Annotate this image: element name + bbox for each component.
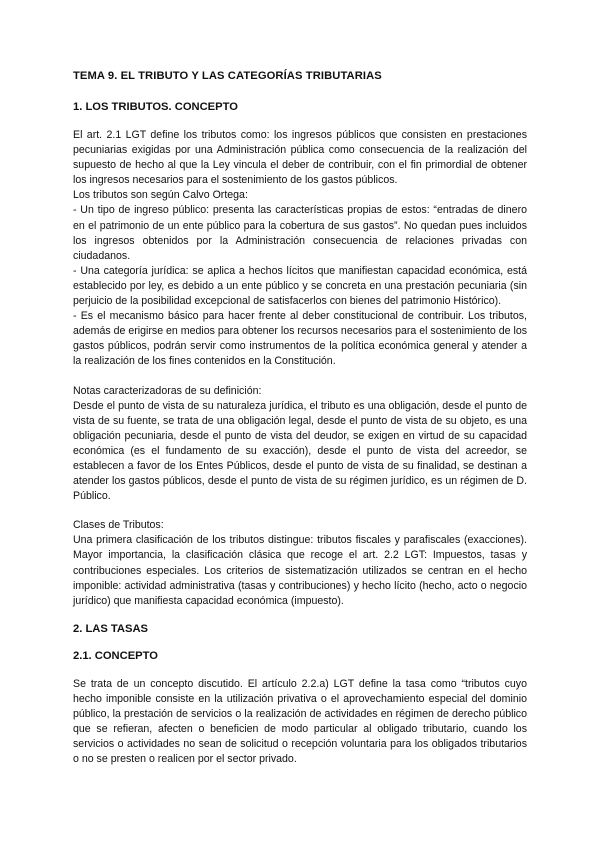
section-1-item-mecanismo-basico: - Es el mecanismo básico para hacer frente al deber constitucional de contribuir. Los tributos, además de erigirse en medios para obtener los recursos necesarios para el sostenimiento de los gastos públicos, podrán servir como instrumentos de la política económica general y atender a la realización de los fines contenidos en la Constitución. bbox=[73, 310, 528, 368]
section-1-heading: 1. LOS TRIBUTOS. CONCEPTO bbox=[73, 101, 238, 113]
notes-paragraph: Desde el punto de vista de su naturaleza jurídica, el tributo es una obligación, desde el punto de vista de su fuente, se trata de una obligación legal, desde el punto de vista de su objeto, es una obligación pecuniaria, desde el punto de vista del deudor, se exigen en virtud de su capacidad económica (es el fundamento de su exacción), desde el punto de vista del acreedor, se establecen a favor de los Entes Públicos, desde el punto de vista de su finalidad, se destinan a atender los gastos públicos, desde el punto de vista de su régimen jurídico, es un régimen de D. Público. bbox=[73, 399, 527, 503]
section-1-item-ingreso-publico: - Un tipo de ingreso público: presenta las características propias de estos: “entradas de dinero en el patrimonio de un ente público para la cobertura de sus gastos”. No quedan pues incluidos los ingresos obtenidos por la Administración consecuencia de relaciones privadas con ciudadanos. bbox=[73, 204, 527, 262]
section-2-1-paragraph: Se trata de un concepto discutido. El artículo 2.2.a) LGT define la tasa como “tributos cuyo hecho imponible consiste en la utilización privativa o el aprovechamiento especial del dominio público, la prestación de servicios o la realización de actividades en régimen de derecho público que se refieran, afecten o beneficien de modo particular al obligado tributario, cuando los servicios o actividades no sean de solicitud o recepción voluntaria para los obligados tributarios o no se presten o realicen por el sector privado. bbox=[73, 677, 527, 766]
classes-label: Clases de Tributos: bbox=[73, 519, 164, 532]
document-title: TEMA 9. EL TRIBUTO Y LAS CATEGORÍAS TRIBUTARIAS bbox=[73, 70, 382, 82]
notes-label: Notas caracterizadoras de su definición: bbox=[73, 384, 262, 397]
section-1-paragraph-calvo-ortega: Los tributos son según Calvo Ortega: bbox=[73, 189, 248, 202]
section-1-paragraph-definition: El art. 2.1 LGT define los tributos como: los ingresos públicos que consisten en prestaciones pecuniarias exigidas por una Administración pública como consecuencia de la realización del supuesto de hecho al que la Ley vincula el deber de contribuir, con el fin primordial de obtener los ingresos necesarios para el sostenimiento de los gastos públicos. bbox=[73, 129, 527, 187]
classes-paragraph: Una primera clasificación de los tributos distingue: tributos fiscales y parafiscales (exacciones). Mayor importancia, la clasificación clásica que recoge el art. 2.2 LGT: Impuestos, tasas y contribuciones especiales. Los criterios de sistematización utilizados se centran en el hecho imponible: actividad administrativa (tasas y contribuciones) y hecho lícito (hecho, acto o negocio jurídico) que manifiesta capacidad económica (impuesto). bbox=[73, 534, 527, 607]
section-2-heading: 2. LAS TASAS bbox=[73, 622, 149, 635]
section-2-1-heading: 2.1. CONCEPTO bbox=[73, 649, 158, 662]
section-1-item-categoria-juridica: - Una categoría jurídica: se aplica a hechos lícitos que manifiestan capacidad económica, está establecido por ley, es debido a un ente público y se concreta en una prestación pecuniaria (sin perjuicio de la posibilidad excepcional de satisfacerlos con bienes del patrimonio Histórico). bbox=[73, 264, 527, 308]
